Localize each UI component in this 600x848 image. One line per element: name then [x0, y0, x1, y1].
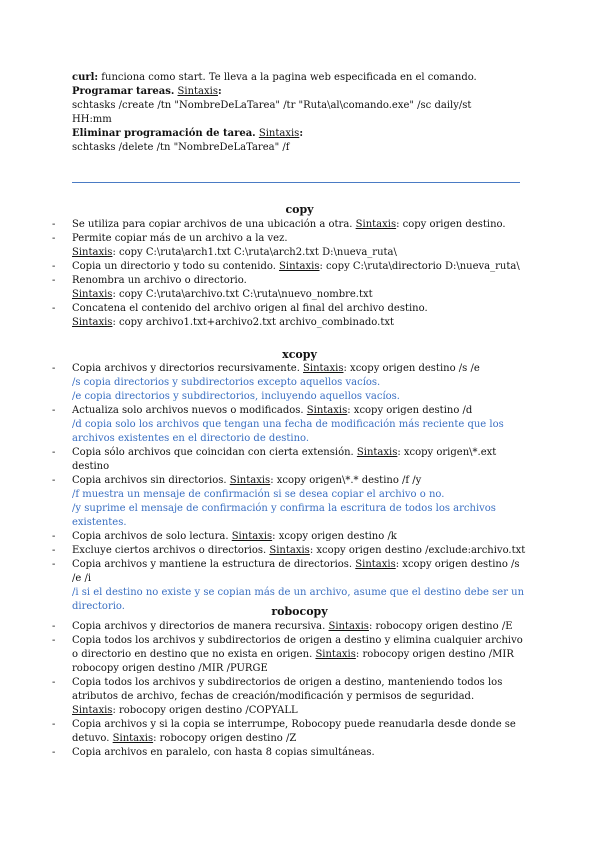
schedule-heading: Programar tareas. Sintaxis: [72, 86, 222, 97]
horizontal-rule [72, 182, 520, 183]
robocopy-list [52, 620, 527, 760]
delete-schedule-command: schtasks /delete /tn "NombreDeLaTarea" /f [72, 142, 290, 153]
list-item: - Actualiza solo archivos nuevos o modificados. Sintaxis: xcopy origen destino /d /d copia solo los archivos que tengan una fecha de modificación más reciente que los archivos existentes en el directorio de destino. [52, 405, 504, 444]
robocopy-heading: robocopy [271, 605, 328, 618]
copy-heading: copy [285, 203, 314, 216]
list-item: - Copia archivos de solo lectura. Sintaxis: xcopy origen destino /k [52, 531, 397, 542]
delete-syntax-label: Sintaxis [258, 128, 300, 139]
copy-list [52, 218, 527, 330]
delete-schedule-label: Eliminar programación de tarea. [72, 128, 256, 139]
list-item: - Excluye ciertos archivos o directorios. Sintaxis: xcopy origen destino /exclude:archivo.txt [52, 545, 526, 556]
list-item: - Copia todos los archivos y subdirectorios de origen a destino y elimina cualquier archivo o directorio en destino que no exista en origen. Sintaxis: robocopy origen destino /MIR robocopy origen destino /MIR /PURGE [52, 635, 523, 674]
list-item: - Copia archivos y si la copia se interrumpe, Robocopy puede reanudarla desde donde se detuvo. Sintaxis: robocopy origen destino /Z [52, 719, 516, 744]
delete-schedule-heading: Eliminar programación de tarea. Sintaxis: [72, 128, 304, 139]
list-item: - Copia un directorio y todo su contenido. Sintaxis: copy C:\ruta\directorio D:\nueva_ruta\ [52, 261, 520, 272]
intro-block [72, 71, 527, 155]
xcopy-heading: xcopy [282, 348, 317, 361]
xcopy-list [52, 362, 527, 614]
list-item: - Copia sólo archivos que coincidan con cierta extensión. Sintaxis: xcopy origen\*.ext destino [52, 447, 497, 472]
list-item: - Copia archivos y directorios de manera recursiva. Sintaxis: robocopy origen destino /E [52, 621, 513, 632]
curl-label: curl: [72, 72, 99, 83]
list-item: - Copia archivos sin directorios. Sintaxis: xcopy origen\*.* destino /f /y /f muestra un mensaje de confirmación si se desea copiar el archivo o no. /y suprime el mensaje de confirmación y confirma la escritura de todos los archivos existentes. [52, 475, 496, 528]
schedule-command: schtasks /create /tn "NombreDeLaTarea" /tr "Ruta\al\comando.exe" /sc daily/st HH:mm [72, 100, 472, 125]
list-item: - Renombra un archivo o directorio. Sintaxis: copy C:\ruta\archivo.txt C:\ruta\nuevo_nombre.txt [52, 275, 373, 300]
list-item: - Copia archivos en paralelo, con hasta 8 copias simultáneas. [52, 747, 375, 758]
list-item: - Se utiliza para copiar archivos de una ubicación a otra. Sintaxis: copy origen destino. [52, 219, 506, 230]
schedule-label: Programar tareas. [72, 86, 175, 97]
list-item: - Copia archivos y mantiene la estructura de directorios. Sintaxis: xcopy origen destino /s /e /i /i si el destino no existe y se copian más de un archivo, asume que el destino debe ser un directorio. [52, 559, 525, 612]
list-item: - Copia todos los archivos y subdirectorios de origen a destino, manteniendo todos los atributos de archivo, fechas de creación/modificación y permisos de seguridad. Sintaxis: robocopy origen destino /COPYALL [52, 677, 503, 716]
schedule-syntax-label: Sintaxis [177, 86, 218, 97]
list-item: - Concatena el contenido del archivo origen al final del archivo destino. Sintaxis: copy archivo1.txt+archivo2.txt archivo_combinado.txt [52, 303, 428, 328]
list-item: - Copia archivos y directorios recursivamente. Sintaxis: xcopy origen destino /s /e /s copia directorios y subdirectorios excepto aquellos vacíos. /e copia directorios y subdirectorios, incluyendo aquellos vacíos. [52, 363, 480, 402]
curl-text: funciona como start. Te lleva a la pagina web especificada en el comando. [98, 72, 477, 83]
list-item: - Permite copiar más de un archivo a la vez. Sintaxis: copy C:\ruta\arch1.txt C:\ruta\arch2.txt D:\nueva_ruta\ [52, 233, 397, 258]
curl-line [72, 71, 527, 85]
